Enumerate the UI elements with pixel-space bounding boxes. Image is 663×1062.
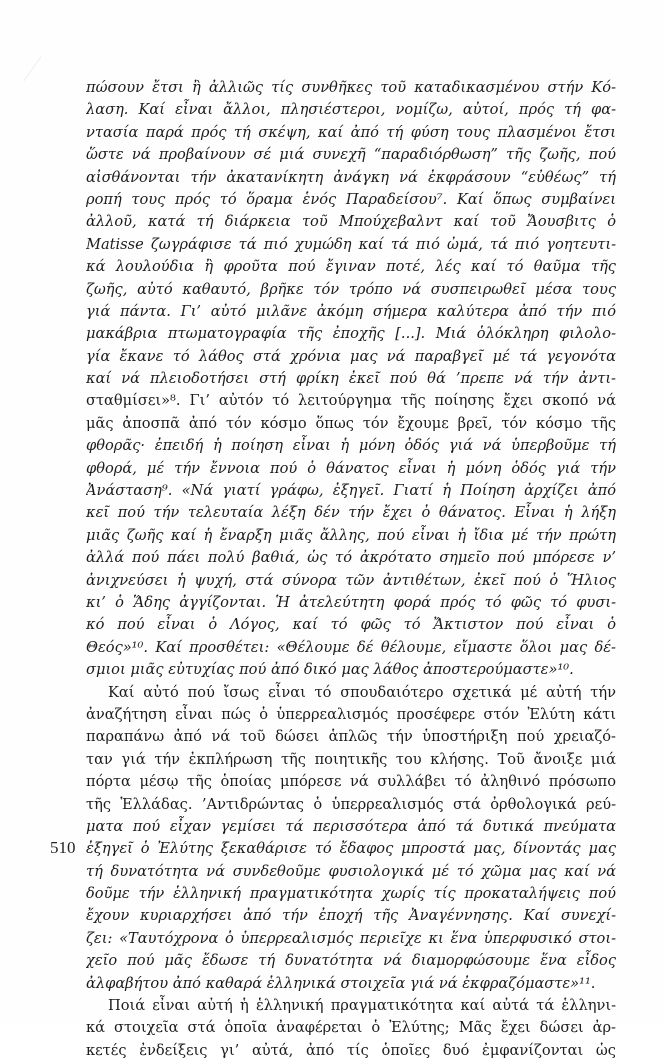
text-line: ματα πού εἶχαν γεμίσει τά περισσότερα ἀπό τά δυτικά πνεύματα xyxy=(86,817,616,835)
text-line: ἀνιχνεύσει ἡ ψυχή, στά σύνορα τῶν ἀντιθέτων, ἐκεῖ πού ὁ Ἥλιος xyxy=(86,571,616,589)
text-line: Matisse ζωγράφισε τά πιό χυμώδη καί τά πιό ὠμά, τά πιό γοητευτι- xyxy=(86,235,616,253)
text-line: λαση. Καί εἶναι ἄλλοι, πλησιέστεροι, νομίζω, αὐτοί, πρός τή φα- xyxy=(86,101,616,119)
text-line: ἀλλά πού πάει πολύ βαθιά, ὡς τό ἀκρότατο σημεῖο πού μπόρεσε ν’ xyxy=(86,549,616,567)
text-line: πώσουν ἔτσι ἢ ἀλλιῶς τίς συνθῆκες τοῦ καταδικασμένου στήν Κό- xyxy=(86,79,616,96)
text-line: Ποιά εἶναι αὐτή ἡ ἑλληνική πραγματικότητα καί αὐτά τά ἑλληνι- xyxy=(108,997,616,1015)
text-line: καί νά πλειοδοτήσει στή φρίκη ἐκεῖ πού θά ’πρεπε νά τήν ἀντι- xyxy=(86,370,616,388)
text-line: μακάβρια πτωματογραφία τῆς ἐποχῆς [...]. Μιά ὁλόκληρη φιλολο- xyxy=(86,325,616,343)
text-line: ἀλλοῦ, κατά τή διάρκεια τοῦ Μπούχεβαλντ καί τοῦ Ἄουσβιτς ὁ xyxy=(86,213,616,231)
text-line: ὥστε νά προβαίνουν σέ μιά συνεχῆ “παραδιόρθωση” τῆς ζωῆς, πού xyxy=(86,146,616,164)
text-line: αἰσθάνονται τήν ἀκατανίκητη ἀνάγκη νά ἐκφράσουν “εὐθέως” τή xyxy=(86,168,616,186)
text-line: κεῖ πού τήν τελευταία λέξη δέν τήν ἔχει ὁ θάνατος. Εἶναι ἡ λήξη xyxy=(86,504,616,522)
text-line: χεῖο πού μᾶς ἔδωσε τή δυνατότητα νά διαμορφώσουμε ἕνα εἶδος xyxy=(86,952,616,970)
text-line: δοῦμε τήν ἑλληνική πραγματικότητα χωρίς τίς προκαταλήψεις πού xyxy=(86,885,616,903)
body-text xyxy=(86,77,616,1062)
text-line: μιᾶς ζωῆς καί ἡ ἔναρξη μιᾶς ἄλλης, πού εἶναι ἡ ἴδια μέ τήν πρώτη xyxy=(86,526,616,544)
text-line: κι’ ὁ Ἅδης ἀγγίζονται. Ἡ ἀτελεύτητη φορά πρός τό φῶς τό φυσι- xyxy=(86,593,616,611)
text-line: μᾶς ἀποσπᾶ ἀπό τόν κόσμο ὅπως τόν ἔχουμε βρεῖ, τόν κόσμο τῆς xyxy=(86,414,616,432)
text-line: πόρτα μέσῳ τῆς ὁποίας μπόρεσε νά συλλάβει τό ἀληθινό πρόσωπο xyxy=(86,773,616,791)
text-line: κά στοιχεῖα στά ὁποῖα ἀναφέρεται ὁ Ἐλύτης; Μᾶς ἔχει δώσει ἀρ- xyxy=(86,1019,616,1037)
text-line: γιά πάντα. Γι’ αὐτό μιλᾶνε ἀκόμη σήμερα καλύτερα ἀπό τήν πιό xyxy=(86,302,616,320)
text-line: κά λουλούδια ἢ φροῦτα πού ἔγιναν ποτέ, λές καί τό θαῦμα τῆς xyxy=(86,258,616,276)
text-line: τῆς Ἑλλάδας. ’Αντιδρώντας ὁ ὑπερρεαλισμός στά ὀρθολογικά ρεύ- xyxy=(86,795,616,813)
text-line: ντασία παρά πρός τή σκέψη, καί ἀπό τή φύση τους πλασμένοι ἔτσι xyxy=(86,123,616,141)
text-line: ζωῆς, αὐτό καθαυτό, βρῆκε τόν τρόπο νά συσπειρωθεῖ μέσα τους xyxy=(86,280,616,298)
text-line: φθορᾶς· ἐπειδή ἡ ποίηση εἶναι ἡ μόνη ὁδός γιά νά ὑπερβοῦμε τή xyxy=(86,437,616,455)
text-line: Ἀνάσταση⁹. «Νά γιατί γράφω, ἐξηγεῖ. Γιατί ἡ Ποίηση ἀρχίζει ἀπό xyxy=(86,482,616,500)
text-line: ἀναζήτηση εἶναι πώς ὁ ὑπερρεαλισμός προσέφερε στόν Ἐλύτη κάτι xyxy=(86,705,616,723)
text-line: ἐξηγεῖ ὁ Ἐλύτης ξεκαθάρισε τό ἔδαφος μπροστά μας, δίνοντάς μας xyxy=(86,840,616,858)
page-number: 510 xyxy=(50,838,76,857)
scan-mark xyxy=(23,56,59,94)
text-line: κετές ἐνδείξεις γι’ αὐτά, ἀπό τίς ὁποῖες δυό ἐμφανίζονται ὡς xyxy=(86,1041,616,1059)
text-line: σταθμίσει»⁸. Γι’ αὐτόν τό λειτούργημα τῆς ποίησης ἔχει σκοπό νά xyxy=(86,392,616,410)
text-line: τή δυνατότητα νά συνδεθοῦμε φυσιολογικά μέ τό χῶμα μας καί νά xyxy=(86,862,616,880)
text-line: γία ἔκανε τό λάθος στά χρόνια μας νά παραβγεῖ μέ τά γεγονότα xyxy=(86,347,616,365)
text-line: παραπάνω ἀπό νά τοῦ δώσει ἁπλῶς τήν ὑποστήριξη πού χρειαζό- xyxy=(86,728,616,746)
text-line: ζει: «Ταυτόχρονα ὁ ὑπερρεαλισμός περιεῖχε κι ἕνα ὑπερφυσικό στοι- xyxy=(86,929,616,947)
text-line: ἀλφαβήτου ἀπό καθαρά ἑλληνικά στοιχεῖα γιά νά ἐκφραζόμαστε»¹¹. xyxy=(86,974,596,992)
text-line: κό πού εἶναι ὁ Λόγος, καί τό φῶς τό Ἄκτιστον πού εἶναι ὁ xyxy=(86,616,616,634)
text-line: σμιοι μιᾶς εὐτυχίας πού ἀπό δικό μας λάθος ἀποστερούμαστε»¹⁰. xyxy=(86,661,574,679)
text-line: ταν γιά τήν ἐκπλήρωση τῆς ποιητικῆς του κλήσης. Τοῦ ἄνοιξε μιά xyxy=(86,750,616,768)
text-line: ροπή τους πρός τό ὅραμα ἑνός Παραδείσου⁷. Καί ὅπως συμβαίνει xyxy=(86,190,616,208)
text-line: Καί αὐτό πού ἴσως εἶναι τό σπουδαιότερο σχετικά μέ αὐτή τήν xyxy=(108,683,616,701)
text-line: φθορά, μέ τήν ἔννοια πού ὁ θάνατος εἶναι ἡ μόνη ὁδός γιά τήν xyxy=(86,459,616,477)
text-line: Θεός»¹⁰. Καί προσθέτει: «Θέλουμε δέ θέλουμε, εἴμαστε ὅλοι μας δέ- xyxy=(86,638,616,656)
text-line: ἔχουν κυριαρχήσει ἀπό τήν ἐποχή τῆς Ἀναγέννησης. Καί συνεχί- xyxy=(86,907,616,925)
